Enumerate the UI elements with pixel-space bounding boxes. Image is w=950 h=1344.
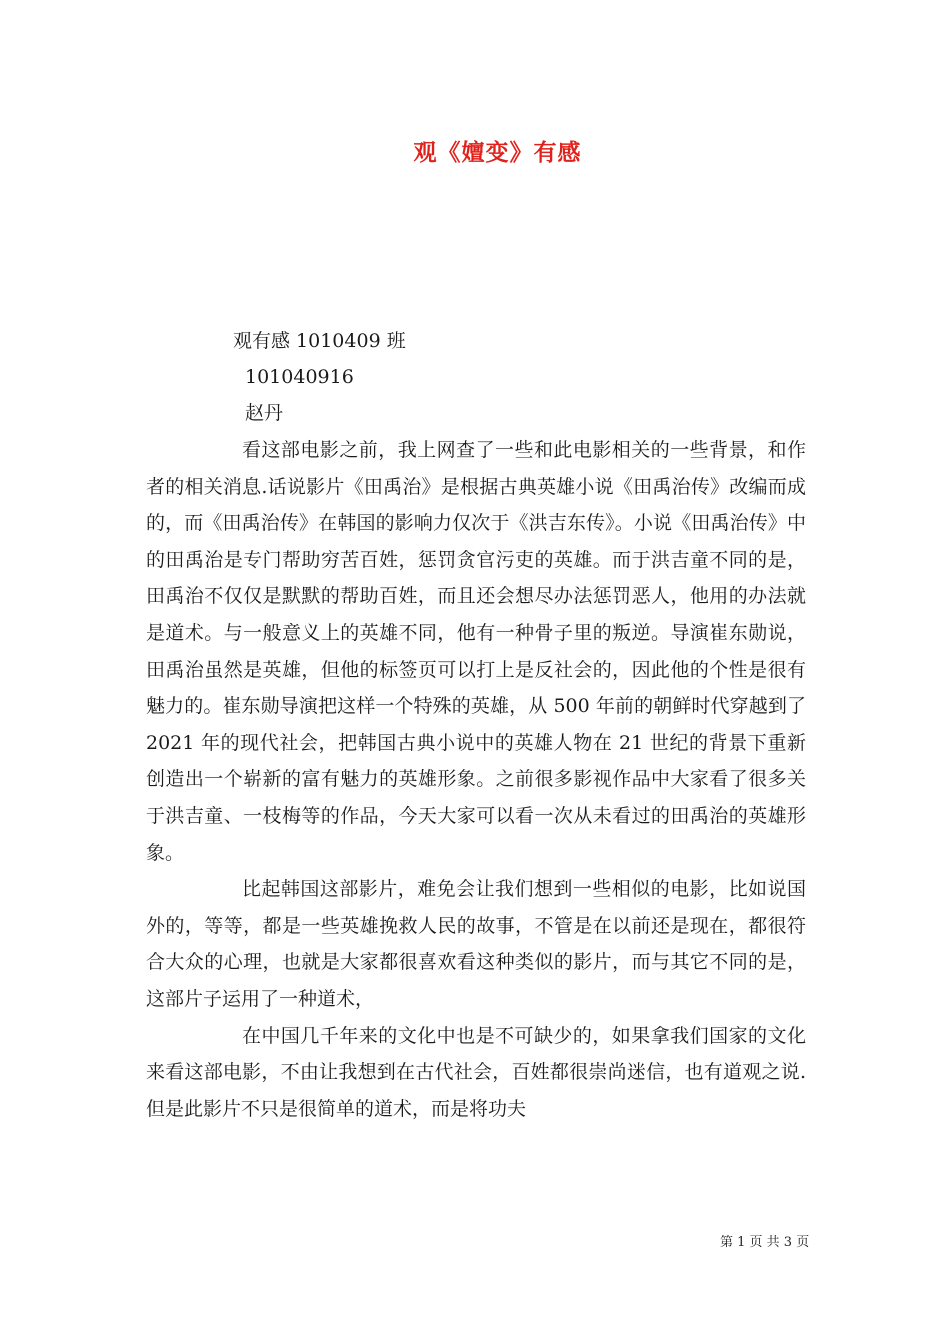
- document-title: 观《嬗变》有感: [413, 139, 582, 166]
- document-body: [146, 432, 806, 1127]
- paragraph: 在中国几千年来的文化中也是不可缺少的，如果拿我们国家的文化来看这部电影，不由让我想到在古代社会，百姓都很崇尚迷信，也有道观之说.但是此影片不只是很简单的道术，而是将功夫: [146, 1024, 806, 1120]
- page-number: 第 1 页 共 3 页: [720, 1235, 810, 1250]
- class-info: 观有感 1010409 班: [233, 330, 406, 352]
- paragraph: 比起韩国这部影片，难免会让我们想到一些相似的电影，比如说国外的，等等，都是一些英雄挽救人民的故事，不管是在以前还是现在，都很符合大众的心理，也就是大家都很喜欢看这种类似的影片，而与其它不同的是，这部片子运用了一种道术，: [146, 878, 806, 1010]
- author-name: 赵丹: [245, 402, 284, 424]
- paragraph: 看这部电影之前，我上网查了一些和此电影相关的一些背景，和作者的相关消息.话说影片《田禹治》是根据古典英雄小说《田禹治传》改编而成的，而《田禹治传》在韩国的影响力仅次于《洪吉东传》。小说《田禹治传》中的田禹治是专门帮助穷苦百姓，惩罚贪官污吏的英雄。而于洪吉童不同的是，田禹治不仅仅是默默的帮助百姓，而且还会想尽办法惩罚恶人，他用的办法就是道术。与一般意义上的英雄不同，他有一种骨子里的叛逆。导演崔东勋说，田禹治虽然是英雄，但他的标签页可以打上是反社会的，因此他的个性是很有魅力的。崔东勋导演把这样一个特殊的英雄，从 500 年前的朝鲜时代穿越到了 2021 年的现代社会，把韩国古典小说中的英雄人物在 21 世纪的背景下重新创造出一个崭新的富有魅力的英雄形象。之前很多影视作品中大家看了很多关于洪吉童、一枝梅等的作品，今天大家可以看一次从未看过的田禹治的英雄形象。: [146, 439, 806, 864]
- student-id: 101040916: [245, 366, 354, 388]
